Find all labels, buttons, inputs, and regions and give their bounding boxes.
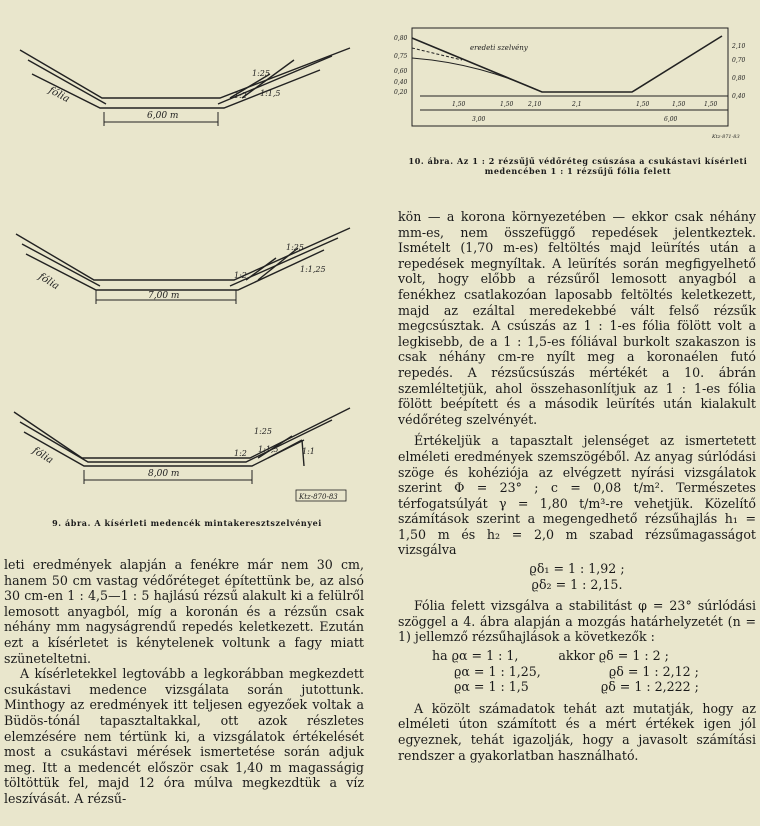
slope-label: 1:1,5 — [260, 89, 281, 98]
foil-label-3: fólia — [30, 445, 55, 467]
dim-label: 2,10 — [732, 43, 746, 50]
dim-label: 0,40 — [394, 79, 408, 86]
dim-label: 1,50 — [500, 101, 514, 108]
dim-label: 0,70 — [732, 57, 746, 64]
dim-label: 0,80 — [732, 75, 746, 82]
paragraph: kön — a korona környezetében — ekkor csak néhány mm-es, nem összefüggő repedések jelentkeztek. Ismételt (1,70 m-es) feltöltés majd leürítés után a repedések megnyíltak. A leürítés során megfigyelhető volt, hogy előbb a rézsűről lemosott anyagból a fenékhez csatlakozóan laposabb feltöltés keletkezett, majd az ezáltal meredekebbé vált felső rézsűk megcsúsztak. A csúszás az 1 : 1-es fólia fölött volt a legkisebb, de a 1 : 1,5-es fóliával burkolt szakaszon is csak néhány cm-re nyílt meg a koronaélen futó repedés. A rézsűcsúszás mértékét a 10. ábrán szemléltetjük, ahol összehasonlítjuk az 1 : 1-es fólia fölött beépített és a második leürítés után kialakult védőréteg szelvényét. — [398, 209, 756, 427]
width-label: 8,00 m — [148, 469, 180, 479]
stamp-label: Ktz-870-83 — [299, 493, 338, 501]
slope-label: 1:1 — [302, 447, 315, 456]
equation: ϱδ₂ = 1 : 2,15. — [531, 576, 623, 592]
dim-label: 0,20 — [394, 89, 408, 96]
slope-label: 1:2 — [234, 449, 247, 458]
slope-label: 1:25 — [254, 427, 272, 436]
paragraph: A közölt számadatok tehát azt mutatják, hogy az elméleti úton számított és a mért értékek igen jól egyeznek, tehát igazolják, hogy a javasolt számítási rendszer a gyakorlatban használható. — [398, 700, 756, 763]
right-column-text — [398, 209, 756, 763]
slope-label: 1:25 — [252, 69, 270, 78]
cross-section-1 — [20, 48, 350, 126]
dim-label: 0,60 — [394, 68, 408, 75]
dim-label: 1,50 — [704, 101, 718, 108]
paragraph: A kísérletekkel legtovább a legkorábban megkezdett csukástavi medence vizsgálata során jutottunk. Minthogy az eredmények itt teljesen egyezőek voltak a Büdös-tónál tapasztaltakkal, ott azok részletes elemzésére nem tértünk ki, a vizsgálatok értékelését most a csukástavi mérések ismertetése során adjuk meg. Itt a medencét először csak 1,40 m magasságig töltöttük fel, majd 12 óra múlva megkezdtük a víz leszívását. A rézsű- — [4, 666, 364, 806]
dim-label: 2,1 — [572, 101, 582, 108]
dim-label: 0,80 — [394, 35, 408, 42]
paragraph: Értékeljük a tapasztalt jelenséget az ismertetett elméleti eredmények szemszögéből. Az anyag súrlódási szöge és kohéziója az elvégzett nyírási vizsgálatok szerint Φ = 23° ; c = 0,08 t/m². Természetes térfogatsúlyát γ = 1,80 t/m³-re vehetjük. Közelítő számítások szerint a megengedhető rézsűhajlás h₁ = 1,50 m és h₂ = 2,0 m szabad rézsűmagasságot vizsgálva — [398, 433, 756, 558]
equation: ϱδ₁ = 1 : 1,92 ; — [529, 561, 625, 577]
width-label: 7,00 m — [148, 291, 180, 301]
equation: ϱα = 1 : 1,25, ϱδ = 1 : 2,12 ; — [454, 663, 699, 679]
cross-section-3 — [14, 408, 350, 484]
slope-label: 1:25 — [286, 243, 304, 252]
dim-label: 1,50 — [452, 101, 466, 108]
foil-label-1: fólia — [46, 84, 72, 106]
figure-10-caption: 10. ábra. Az 1 : 2 rézsűjű védőréteg csúszása a csukástavi kísérleti medencében 1 : 1 rézsűjű fólia felett — [408, 156, 748, 176]
dim-label: 1,50 — [636, 101, 650, 108]
dim-label: 3,00 — [472, 116, 486, 123]
left-column-text — [4, 557, 364, 807]
equation: ϱα = 1 : 1,5 ϱδ = 1 : 2,222 ; — [454, 679, 699, 695]
slope-label: 1:2 — [234, 91, 247, 100]
equation: ha ϱα = 1 : 1, akkor ϱδ = 1 : 2 ; — [432, 648, 669, 664]
foil-label-2: fólia — [36, 271, 61, 293]
dim-label: 0,75 — [394, 53, 408, 60]
slope-label: 1:1,25 — [300, 265, 326, 274]
slope-label: 1:2 — [234, 271, 247, 280]
slope-label: 1:1,5 — [258, 445, 279, 454]
figure-9-cross-sections — [2, 0, 376, 548]
dim-label: 1,50 — [672, 101, 686, 108]
figure-code: Ktz-871-83 — [712, 134, 740, 140]
dim-label: 0,40 — [732, 93, 746, 100]
dim-label: 2,10 — [528, 101, 542, 108]
figure-9-caption: 9. ábra. A kísérleti medencék mintakeresztszelvényei — [52, 518, 322, 528]
dim-label: 6,00 — [664, 116, 678, 123]
original-section-label: eredeti szelvény — [470, 44, 528, 52]
paragraph: Fólia felett vizsgálva a stabilitást φ = 23° súrlódási szöggel a 4. ábra alapján a mozgás határhelyzetét (n = 1) jellemző rézsűhajlások a következők : — [398, 598, 756, 645]
width-label: 6,00 m — [147, 111, 179, 121]
paragraph: leti eredmények alapján a fenékre már nem 30 cm, hanem 50 cm vastag védőréteget építettünk be, az alsó 30 cm-en 1 : 4,5—1 : 5 hajlású rézsű alakult ki a felülről lemosott anyagból, míg a koronán és a rézsűn csak néhány mm nagyságrendű repedés keletkezett. Ezután ezt a kísérletet is kénytelenek voltunk a fagy miatt szüneteltetni. — [4, 557, 364, 666]
